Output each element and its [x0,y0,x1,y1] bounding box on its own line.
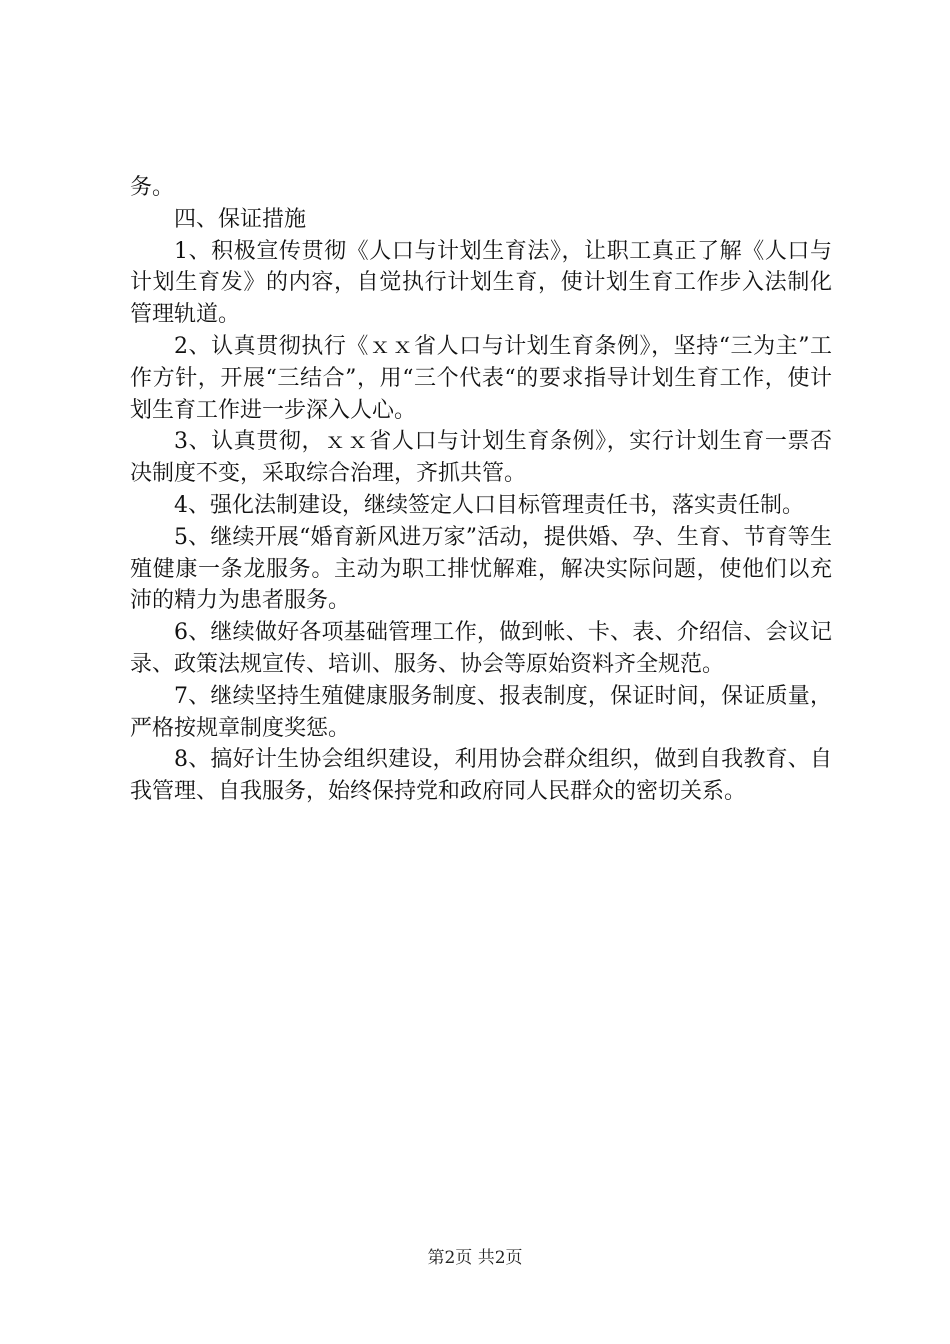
paragraph-item-7: 7、继续坚持生殖健康服务制度、报表制度，保证时间，保证质量，严格按规章制度奖惩。 [130,683,832,741]
paragraph-item-2: 2、认真贯彻执行《ｘｘ省人口与计划生育条例》，坚持“三为主”工作方针，开展“三结合”，用“三个代表“的要求指导计划生育工作，使计划生育工作进一步深入人心。 [130,333,832,423]
paragraph-item-4: 4、强化法制建设，继续签定人口目标管理责任书，落实责任制。 [174,492,804,518]
paragraph-item-3: 3、认真贯彻，ｘｘ省人口与计划生育条例》，实行计划生育一票否决制度不变，采取综合治理，齐抓共管。 [130,429,832,487]
section-heading: 四、保证措施 [174,206,307,232]
document-body [130,172,832,808]
paragraph-item-1: 1、积极宣传贯彻《人口与计划生育法》，让职工真正了解《人口与计划生育发》的内容，自觉执行计划生育，使计划生育工作步入法制化管理轨道。 [130,238,832,328]
paragraph-item-8: 8、搞好计生协会组织建设，利用协会群众组织，做到自我教育、自我管理、自我服务，始终保持党和政府同人民群众的密切关系。 [130,747,832,805]
paragraph-continuation: 务。 [130,175,175,200]
paragraph-item-6: 6、继续做好各项基础管理工作，做到帐、卡、表、介绍信、会议记录、政策法规宣传、培训、服务、协会等原始资料齐全规范。 [130,620,832,677]
page-footer: 第2页 共2页 [427,1248,523,1268]
paragraph-item-5: 5、继续开展“婚育新风进万家”活动，提供婚、孕、生育、节育等生殖健康一条龙服务。主动为职工排忧解难，解决实际问题，使他们以充沛的精力为患者服务。 [130,524,832,614]
